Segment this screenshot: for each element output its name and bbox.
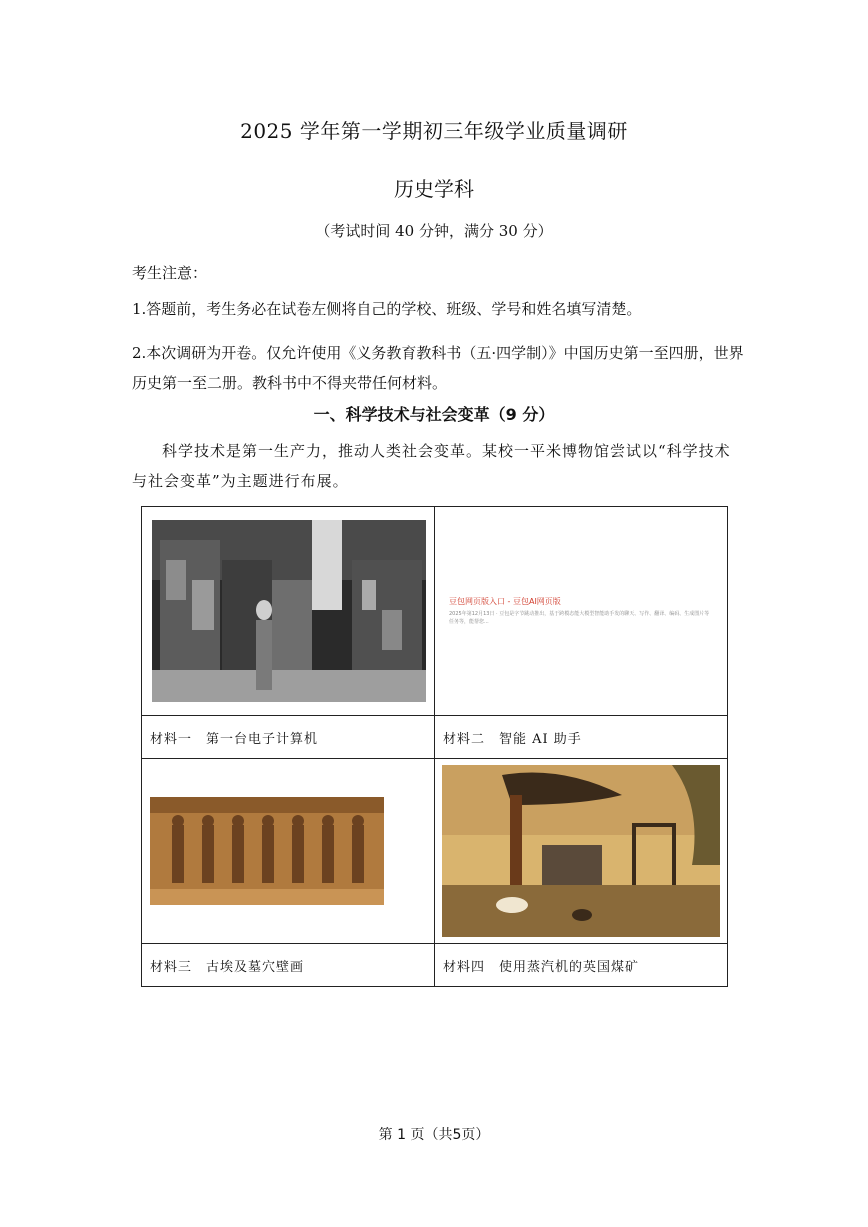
material-4-caption: 材料四 使用蒸汽机的英国煤矿 bbox=[435, 944, 728, 987]
material-4-image-cell bbox=[435, 759, 728, 944]
subject-title: 历史学科 bbox=[394, 177, 474, 201]
material-3-caption: 材料三 古埃及墓穴壁画 bbox=[142, 944, 435, 987]
exam-title: 2025 学年第一学期初三年级学业质量调研 bbox=[240, 119, 628, 143]
material-2-image-cell bbox=[435, 507, 728, 716]
exam-info: （考试时间 40 分钟，满分 30 分） bbox=[315, 222, 553, 240]
material-1-image-cell bbox=[142, 507, 435, 716]
notice-item-2: 2.本次调研为开卷。仅允许使用《义务教育教科书（五·四学制）》中国历史第一至四册，世界历史第一至二册。教科书中不得夹带任何材料。 bbox=[132, 344, 744, 392]
notice-heading: 考生注意： bbox=[132, 264, 208, 282]
material-3-image-cell bbox=[142, 759, 435, 944]
notice-item-1: 1.答题前，考生务必在试卷左侧将自己的学校、班级、学号和姓名填写清楚。 bbox=[132, 300, 642, 318]
eniac-photo bbox=[152, 520, 426, 702]
material-2-caption: 材料二 智能 AI 助手 bbox=[435, 716, 728, 759]
section-intro: 科学技术是第一生产力，推动人类社会变革。某校一平米博物馆尝试以“科学技术与社会变革”为主题进行布展。 bbox=[132, 442, 731, 490]
egyptian-tomb-mural bbox=[150, 797, 384, 905]
materials-table bbox=[141, 506, 728, 987]
snippet-text: 2025年第12月13日 · 豆包是字节跳动推出，基于跨模态能大模型智能助手发的聊天、写作、翻译、编码、生成图片等任务等，能帮您... bbox=[449, 611, 710, 625]
section-heading: 一、科学技术与社会变革（9 分） bbox=[313, 405, 555, 424]
ai-assistant-web-snippet bbox=[435, 596, 727, 626]
material-1-caption: 材料一 第一台电子计算机 bbox=[142, 716, 435, 759]
steam-engine-coal-mine bbox=[442, 765, 720, 937]
snippet-title: 豆包网页版入口 - 豆包AI网页版 bbox=[449, 597, 561, 606]
page-footer: 第 1 页（共5页） bbox=[378, 1127, 490, 1143]
